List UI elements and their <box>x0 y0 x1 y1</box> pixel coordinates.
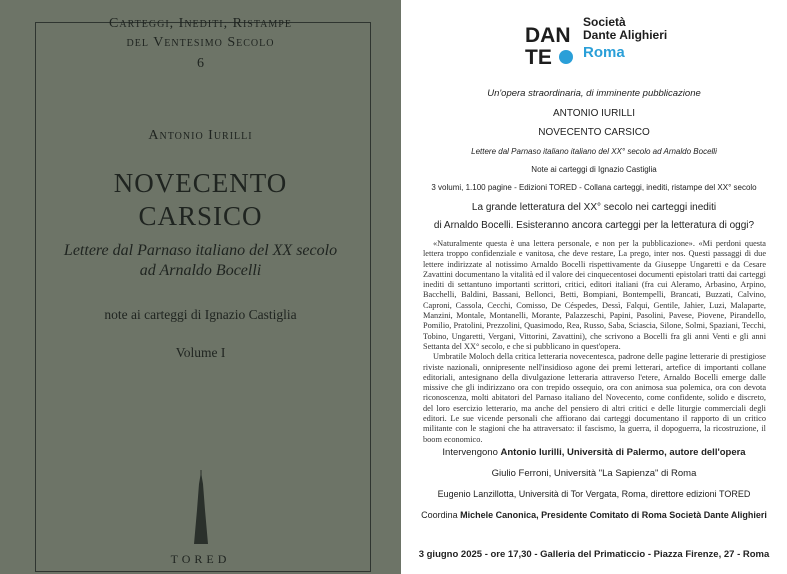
series-title <box>0 14 401 52</box>
moderator: Michele Canonica, Presidente Comitato di Roma Società Dante Alighieri <box>460 510 767 520</box>
event-flyer <box>401 0 787 574</box>
description-paragraph-2: Umbratile Moloch della critica letteraria novecentesca, padrone delle pagine letterarie di prestigiose riviste nazionali, onnipresente nell'insidioso agone dei premi letterari, artefice di importanti collane editoriali, antesignano della divulgazione letteraria attraverso l'etere, Arnaldo Bocelli emerge dalle missive che gli indirizzano ora con trepido ossequio, ora con animosa sua polemica, ora con devota riconoscenza, molti abitatori del Parnaso italiano del Novecento, come confidente, solido e discreto, del loro esercizio letterario, ma anche del pensiero di altri critici e delle liturgie commerciali degli editori. Le sue vicende personali che affiorano dai carteggi documentano il rapporto di un critico militante con le stagioni che ha attraversato: il fascismo, la guerra, il dopoguerra, la ricostruzione, il boom economico. <box>423 352 766 444</box>
speaker-1-line <box>401 447 787 458</box>
publisher-name: TORED <box>170 552 231 566</box>
speakers-intro: Intervengono <box>442 447 498 458</box>
cover-title-line-1: NOVECENTO <box>113 168 288 198</box>
cover-subtitle-line-1: Lettere dal Parnaso italiano del XX secolo <box>63 242 338 259</box>
logo-line-2: Dante Alighieri <box>583 28 668 42</box>
logo-text <box>583 16 667 42</box>
speaker-1: Antonio Iurilli, Università di Palermo, autore dell'opera <box>500 447 746 458</box>
flyer-subtitle: Lettere dal Parnaso italiano italiano del XX° secolo ad Arnaldo Bocelli <box>471 147 717 156</box>
speaker-3: Eugenio Lanzillotta, Università di Tor Vergata, Roma, direttore edizioni TORED <box>437 489 751 499</box>
flyer-title: NOVECENTO CARSICO <box>538 127 650 138</box>
cover-subtitle <box>0 241 401 281</box>
cover-title-line-2: CARSICO <box>138 201 263 231</box>
series-line-2: del Ventesimo Secolo <box>126 35 275 50</box>
moderator-line <box>401 510 787 520</box>
description-paragraph-1: «Naturalmente questa è una lettera personale, e non per la pubblicazione». «Mi perdoni questa lettera troppo confidenziale e vanitosa, che deve restare, La prego, inter nos. Questi passaggi di due lettere indirizzate al notissimo Arnaldo Bocelli rispettivamente da Giuseppe Ungaretti e da Cesare Zavattini documentano la vitalità ed il valore dei cinquecentosei documenti epistolari tratti dai carteggi inediti di settantuno importanti scrittori, critici, editori italiani (fra cui Aleramo, Arbasino, Arpino, Bacchelli, Baldini, Bassani, Bellonci, Betti, Bompiani, Bontempelli, Brancati, Buzzati, Calvino, Caproni, Cassola, Cecchi, Comisso, De Céspedes, Dessì, Falqui, Gentile, Jahier, Luzi, Malaparte, Manzini, Montale, Montanelli, Morante, Palazzeschi, Papini, Pasolini, Pavese, Piovene, Pirandello, Pomilio, Pratolini, Prezzolini, Quasimodo, Rea, Russo, Saba, Sciascia, Silone, Solmi, Spaziani, Tecchi, Tobino, Ungaretti, Vergani, Vittorini, Zavattini), che scrivono a Bocelli fra gli anni Venti e gli anni Settanta del XX° secolo, e che si pubblicano in quest'opera. <box>423 239 766 351</box>
dante-logo-icon <box>525 22 577 68</box>
series-line-1: Carteggi, Inediti, Ristampe <box>109 16 292 31</box>
cover-author: Antonio Iurilli <box>148 128 253 143</box>
cover-volume: Volume I <box>175 345 226 360</box>
series-number: 6 <box>197 56 204 71</box>
description-text <box>423 239 766 445</box>
logo-line-1: Società <box>583 15 626 29</box>
flyer-author: ANTONIO IURILLI <box>552 108 636 119</box>
intro-line: Un'opera straordinaria, di imminente pubblicazione <box>487 88 701 99</box>
svg-text:DAN: DAN <box>525 24 571 47</box>
cover-notes: note ai carteggi di Ignazio Castiglia <box>104 307 297 322</box>
speaker-2: Giulio Ferroni, Università "La Sapienza" di Roma <box>491 468 697 479</box>
svg-text:TE: TE <box>525 46 552 68</box>
flyer-notes: Note ai carteggi di Ignazio Castiglia <box>531 165 657 174</box>
logo-city: Roma <box>583 44 625 61</box>
headline-line-2: di Arnaldo Bocelli. Esisteranno ancora carteggi per la letteratura di oggi? <box>433 220 755 231</box>
cover-subtitle-line-2: ad Arnaldo Bocelli <box>139 262 262 279</box>
flyer-details: 3 volumi, 1.100 pagine - Edizioni TORED - Collana carteggi, inediti, ristampe del XX° secolo <box>431 183 757 192</box>
event-details: 3 giugno 2025 - ore 17,30 - Galleria del Primaticcio - Piazza Firenze, 27 - Roma <box>418 549 770 560</box>
headline-line-1: La grande letteratura del XX° secolo nei carteggi inediti <box>471 202 717 213</box>
moderator-label: Coordina <box>421 510 458 520</box>
dante-logo <box>525 22 577 73</box>
tower-logo-icon <box>190 470 212 548</box>
